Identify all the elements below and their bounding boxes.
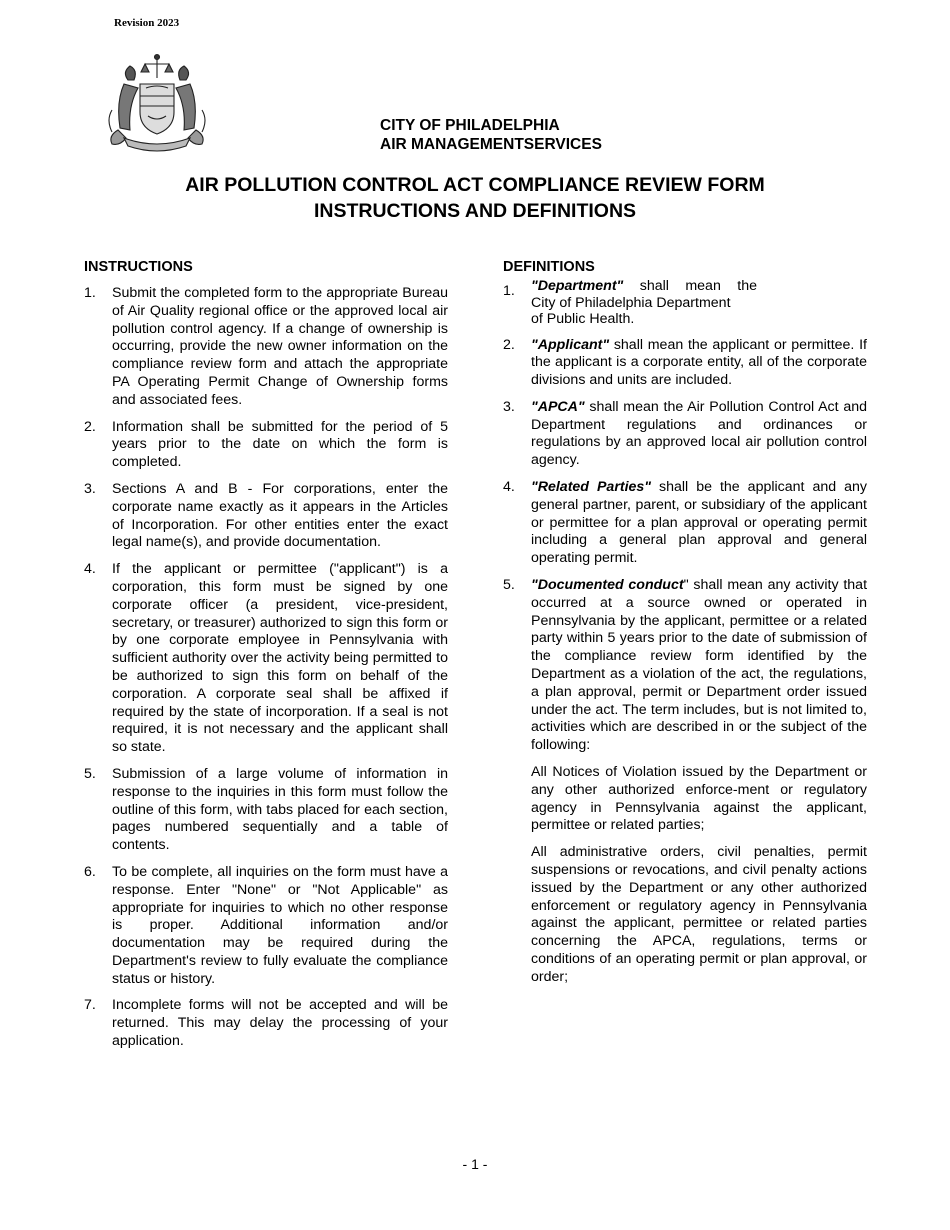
item-number: 2. [503, 336, 515, 353]
definition-text: City of Philadelphia Department [531, 294, 731, 311]
document-subtitle: INSTRUCTIONS AND DEFINITIONS [313, 200, 637, 222]
org-name: CITY OF PHILADELPHIA [380, 117, 560, 134]
instruction-item [84, 997, 448, 1050]
definitions-heading: DEFINITIONS [503, 259, 595, 275]
definition-item [503, 577, 867, 755]
definition-item [503, 337, 867, 390]
instructions-heading: INSTRUCTIONS [84, 259, 193, 275]
instruction-item [84, 419, 448, 472]
item-number: 7. [84, 997, 96, 1014]
definition-text: of Public Health. [531, 311, 635, 327]
revision-label: Revision 2023 [114, 17, 180, 29]
item-text: If the applicant or permittee ("applicant") is a corporation, this form must be signed by one corporate officer (a president, vice-president, secretary, or treasurer) authorized to sign this form or by one corporate employee in Pennsylvania with sufficient authority over the activity being permitted to be authorized to sign this form on behalf of the corporation. A corporate seal shall be affixed if required by the state of incorporation. If a seal is not required, it is not necessary and the applicant shall so state. [112, 561, 448, 756]
definition-term: "APCA" [531, 398, 585, 415]
item-number: 2. [84, 418, 96, 435]
page-number: - 1 - [462, 1156, 488, 1172]
definition-text: " shall mean any activity that occurred at a source owned or operated in Pennsylvania by the applicant, permittee or a related party within 5 years prior to the date of submission of the compliance review form identified by the Department as a violation of the act, the regulations, a plan approval, permit or Department order issued under the act. The term includes, but is not limited to, activities which are described in or the subject of the following: [531, 577, 868, 754]
item-number: 1. [84, 285, 96, 301]
instruction-item [84, 285, 448, 410]
item-number: 4. [84, 561, 96, 578]
definition-term: "Applicant" [531, 336, 610, 353]
definition-text: shall be the applicant and any general partner, parent, or subsidiary of the applicant or permittee for a plan approval or operating permit including a general plan approval and general operating permit. [531, 479, 868, 567]
definition-text: shall mean the applicant or permittee. If the applicant is a corporate entity, all of the corporate divisions and units are included. [531, 336, 867, 389]
definition-item [503, 479, 867, 568]
instruction-item [84, 864, 448, 989]
item-number: 5. [503, 577, 515, 594]
item-number: 4. [503, 479, 515, 496]
definition-subparagraph: All administrative orders, civil penalties, permit suspensions or revocations, and civil penalty actions issued by the Department or any other authorized enforcement or regulatory agency in Pennsylvania against the applicant, permittee or related parties concerning the APCA, regulations, terms or conditions of an operating permit or plan approval, or order; [531, 844, 867, 985]
definition-text: shall mean the [623, 278, 757, 294]
definition-text: shall mean the Air Pollution Control Act and Department regulations and ordinances or regulations by an approved local air pollution control agency. [531, 398, 867, 469]
item-text: Sections A and B - For corporations, enter the corporate name exactly as it appears in the Articles of Incorporation. For other entities enter the exact legal name(s), and provide documentation. [112, 480, 448, 551]
item-number: 3. [503, 398, 515, 415]
org-department: AIR MANAGEMENTSERVICES [380, 136, 602, 153]
instruction-item [84, 766, 448, 855]
item-number: 3. [84, 480, 96, 497]
item-number: 1. [503, 283, 515, 299]
item-text: Information shall be submitted for the period of 5 years prior to the date on which the form is completed. [112, 418, 448, 471]
definitions-section [503, 258, 867, 996]
definition-subparagraph: All Notices of Violation issued by the Department or any other authorized enforce-ment or regulatory agency in Pennsylvania against the applicant, permittee or related parties; [531, 764, 867, 834]
definition-term: "Documented conduct [531, 577, 684, 594]
item-number: 5. [84, 765, 96, 782]
instruction-item [84, 561, 448, 757]
definition-item [503, 278, 867, 328]
city-seal-logo [104, 50, 210, 152]
instruction-item [84, 481, 448, 552]
definition-item [503, 399, 867, 470]
definition-term: "Related Parties" [531, 479, 652, 496]
item-number: 6. [84, 863, 96, 880]
document-title: AIR POLLUTION CONTROL ACT COMPLIANCE REVIEW FORM [185, 174, 765, 196]
definition-term: "Department" [531, 278, 624, 294]
item-text: Incomplete forms will not be accepted and will be returned. This may delay the processing of your application. [112, 997, 448, 1050]
item-text: Submit the completed form to the appropriate Bureau of Air Quality regional office or the approved local air pollution control agency. If a change of ownership is occurring, provide the new owner information on the compliance review form and attach the appropriate PA Operating Permit Change of Ownership forms and associated fees. [112, 285, 448, 408]
item-text: Submission of a large volume of information in response to the inquiries in this form must follow the outline of this form, with tabs placed for each section, pages numbered sequentially and a table of contents. [112, 765, 448, 854]
instructions-section [84, 258, 448, 1060]
item-text: To be complete, all inquiries on the form must have a response. Enter "None" or "Not Applicable" as appropriate for inquiries to which no other response is proper. Additional information and/or documentation may be required during the Department's review to fully evaluate the compliance status or history. [112, 863, 448, 987]
